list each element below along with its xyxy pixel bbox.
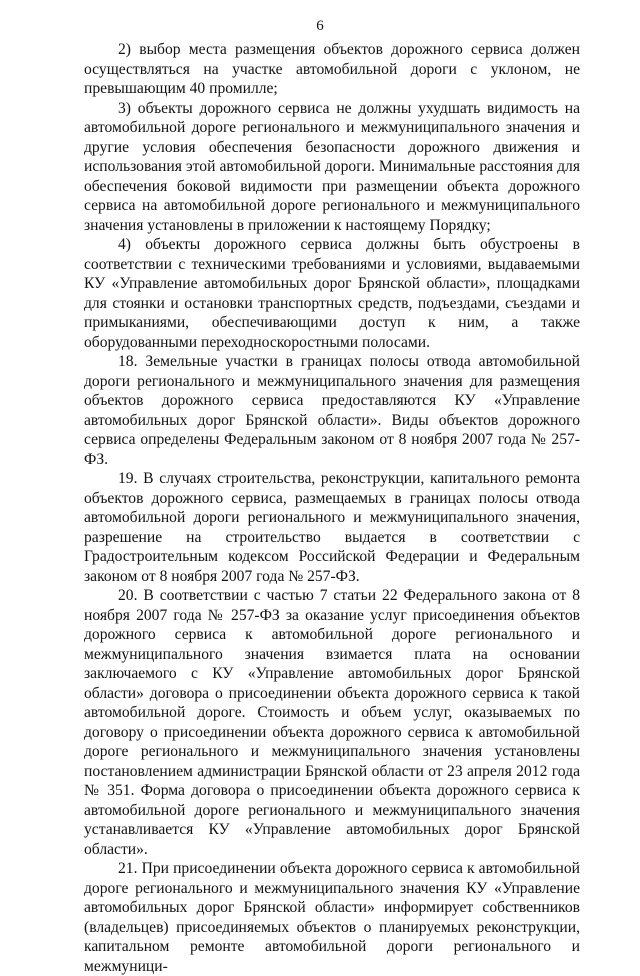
paragraph-20: 20. В соответствии с частью 7 статьи 22 Федерального закона от 8 ноября 2007 года № 257-ФЗ за оказание услуг присоединения объектов дорожного сервиса к автомобильной дороге регионального и межмуниципального значения взимается плата на основании заключаемого с КУ «Управление автомобильных дорог Брянской области» договора о присоединении объекта дорожного сервиса к такой автомобильной дороге. Стоимость и объем услуг, оказываемых по договору о присоединении объекта дорожного сервиса к автомобильной дороге регионального и межмуниципального значения установлены постановлением администрации Брянской области от 23 апреля 2012 года № 351. Форма договора о присоединении объекта дорожного сервиса к автомобильной дороге регионального и межмуниципального значения устанавливается КУ «Управление автомобильных дорог Брянской области». xyxy=(84,587,580,858)
paragraph-18: 18. Земельные участки в границах полосы отвода автомобильной дороги регионального и межмуниципального значения для размещения объектов дорожного сервиса предоставляются КУ «Управление автомобильных дорог Брянской области». Виды объектов дорожного сервиса определены Федеральным законом от 8 ноября 2007 года № 257-ФЗ. xyxy=(84,353,580,468)
paragraph-item-4: 4) объекты дорожного сервиса должны быть обустроены в соответствии с техническими требованиями и условиями, выдаваемыми КУ «Управление автомобильных дорог Брянской области», площадками для стоянки и остановки транспортных средств, подъездами, съездами и примыканиями, обеспечивающими доступ к ним, а также оборудованными переходноскоростными полосами. xyxy=(84,236,580,351)
paragraph-19: 19. В случаях строительства, реконструкции, капитального ремонта объектов дорожного сервиса, размещаемых в границах полосы отвода автомобильной дороги регионального и межмуниципального значения, разрешение на строительство выдается в соответствии с Градостроительным кодексом Российской Федерации и Федеральным законом от 8 ноября 2007 года № 257-ФЗ. xyxy=(84,470,580,585)
paragraph-item-3: 3) объекты дорожного сервиса не должны ухудшать видимость на автомобильной дороге регионального и межмуниципального значения и другие условия обеспечения безопасности дорожного движения и использования этой автомобильной дороги. Минимальные расстояния для обеспечения боковой видимости при размещении объекта дорожного сервиса на автомобильной дороге регионального и межмуниципального значения установлены в приложении к настоящему Порядку; xyxy=(84,99,580,234)
page-number: 6 xyxy=(316,18,324,34)
paragraph-item-2: 2) выбор места размещения объектов дорожного сервиса должен осуществляться на участке автомобильной дороги с уклоном, не превышающим 40 промилле; xyxy=(84,41,580,97)
document-body xyxy=(84,40,580,976)
paragraph-21: 21. При присоединении объекта дорожного сервиса к автомобильной дороге регионального и межмуниципального значения КУ «Управление автомобильных дорог Брянской области» информирует собственников (владельцев) присоединяемых объектов о планируемых реконструкции, капитальном ремонте автомобильной дороги регионального и межмуници- xyxy=(84,860,580,975)
